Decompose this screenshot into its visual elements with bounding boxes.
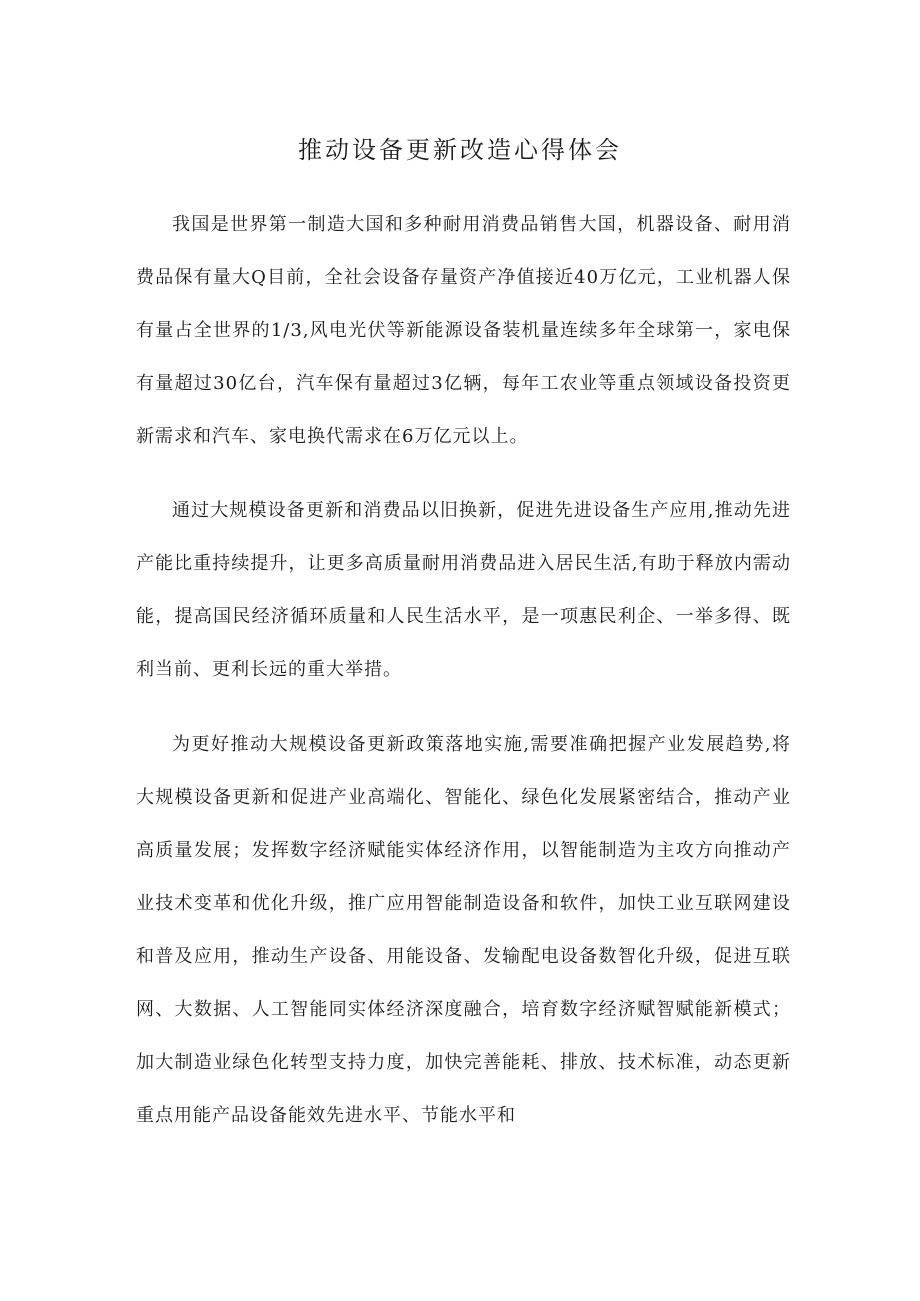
paragraph-1: 我国是世界第一制造大国和多种耐用消费品销售大国，机器设备、耐用消费品保有量大Q目前，全社会设备存量资产净值接近40万亿元，工业机器人保有量占全世界的1/3,风电光伏等新能源设备装机量连续多年全球第一，家电保有量超过30亿台，汽车保有量超过3亿辆，每年工农业等重点领域设备投资更新需求和汽车、家电换代需求在6万亿元以上。 (136, 214, 791, 447)
document-title: 推动设备更新改造心得体会 (298, 136, 622, 164)
paragraph-3: 为更好推动大规模设备更新政策落地实施,需要准确把握产业发展趋势,将大规模设备更新和促进产业高端化、智能化、绿色化发展紧密结合，推动产业高质量发展；发挥数字经济赋能实体经济作用，以智能制造为主攻方向推动产业技术变革和优化升级，推广应用智能制造设备和软件，加快工业互联网建设和普及应用，推动生产设备、用能设备、发输配电设备数智化升级，促进互联网、大数据、人工智能同实体经济深度融合，培育数字经济赋智赋能新模式；加大制造业绿色化转型支持力度，加快完善能耗、排放、技术标准，动态更新重点用能产品设备能效先进水平、节能水平和 (136, 734, 791, 1126)
paragraph-2: 通过大规模设备更新和消费品以旧换新，促进先进设备生产应用,推动先进产能比重持续提升，让更多高质量耐用消费品进入居民生活,有助于释放内需动能，提高国民经济循环质量和人民生活水平，是一项惠民利企、一举多得、既利当前、更利长远的重大举措。 (136, 500, 791, 680)
